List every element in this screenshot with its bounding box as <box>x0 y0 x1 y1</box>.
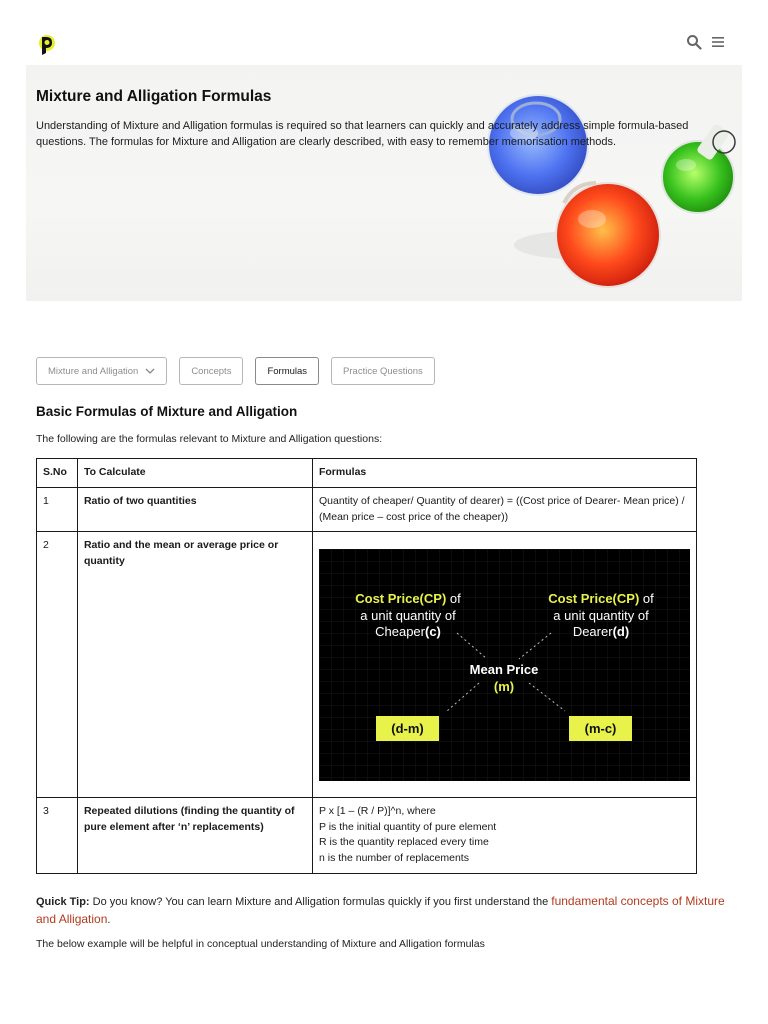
cell-formula: Quantity of cheaper/ Quantity of dearer) = ((Cost price of Dearer- Mean price) / (Mean price – cost price of the cheaper)) <box>312 488 696 532</box>
tip-label: Quick Tip: <box>36 896 90 908</box>
cell-sno: 3 <box>37 798 78 874</box>
header-formulas: Formulas <box>312 459 696 488</box>
svg-text:Dearer(d) <box>573 624 629 639</box>
alligation-diagram <box>319 549 690 781</box>
cell-sno: 2 <box>37 532 78 798</box>
right-line2: a unit quantity of <box>553 608 649 623</box>
p-logo-icon[interactable] <box>36 33 58 57</box>
outro-text: The below example will be helpful in conceptual understanding of Mixture and Alligation formulas <box>36 938 485 950</box>
table-row <box>37 532 697 798</box>
center-line2: (m) <box>493 679 515 694</box>
section-title: Basic Formulas of Mixture and Alligation <box>36 404 298 419</box>
hero-description: Understanding of Mixture and Alligation formulas is required so that learners can quickly and accurately address simple formula-based questions. The formulas for Mixture and Alligation are clearly described, with easy to remember memorisation methods. <box>36 120 689 148</box>
table-header-row <box>37 459 697 488</box>
formula-line: n is the number of replacements <box>318 851 469 864</box>
header-sno: S.No <box>37 459 78 488</box>
left-line3-pre: Cheaper <box>375 624 425 639</box>
formula-line: P is the initial quantity of pure element <box>318 820 497 833</box>
tab-formulas[interactable]: Formulas <box>255 357 319 385</box>
page-title: Mixture and Alligation Formulas <box>36 88 272 105</box>
cell-calc: Ratio and the mean or average price or quantity <box>77 532 312 798</box>
right-of: of <box>639 591 654 606</box>
hamburger-menu-icon[interactable] <box>710 34 726 50</box>
svg-text:Cost Price(CP) of <box>548 591 654 606</box>
tab-concepts[interactable]: Concepts <box>179 357 243 385</box>
table-row <box>37 488 697 532</box>
right-line3-pre: Dearer <box>572 624 613 639</box>
chevron-down-icon <box>145 367 155 375</box>
cell-calc: Repeated dilutions (finding the quantity of pure element after ‘n’ replacements) <box>77 798 312 874</box>
formula-line: P x [1 – (R / P)]^n, where <box>318 805 436 817</box>
table-row <box>37 798 697 874</box>
cell-sno: 1 <box>37 488 78 532</box>
tip-text: Do you know? You can learn Mixture and Alligation formulas quickly if you first understand the <box>89 896 552 908</box>
tab-label: Mixture and Alligation <box>48 365 139 377</box>
left-of: of <box>446 591 461 606</box>
tab-practice-questions[interactable]: Practice Questions <box>331 357 435 385</box>
header-to-calculate: To Calculate <box>77 459 312 488</box>
tip-end: . <box>107 914 111 926</box>
cell-formula-diagram <box>312 532 696 798</box>
cell-formula <box>312 798 696 874</box>
formula-line: R is the quantity replaced every time <box>318 836 489 848</box>
topic-tabs <box>36 357 435 385</box>
right-head: Cost Price(CP) <box>548 591 640 606</box>
left-line2: a unit quantity of <box>360 608 456 623</box>
quick-tip <box>36 893 736 929</box>
svg-text:Cost Price(CP) of <box>355 591 461 606</box>
section-intro: The following are the formulas relevant to Mixture and Alligation questions: <box>36 433 383 445</box>
hero-banner <box>26 65 742 301</box>
left-head: Cost Price(CP) <box>355 591 447 606</box>
right-line3-bold: (d) <box>612 624 630 639</box>
box-right-label: (m-c) <box>584 721 617 736</box>
left-line3-bold: (c) <box>424 624 441 639</box>
box-left-label: (d-m) <box>391 721 424 736</box>
top-bar <box>0 0 768 64</box>
search-icon[interactable] <box>686 34 702 50</box>
fundamental-concepts-link[interactable]: fundamental concepts of Mixture and Alligation <box>36 894 725 926</box>
tab-mixture-dropdown[interactable] <box>36 357 167 385</box>
cell-calc: Ratio of two quantities <box>77 488 312 532</box>
svg-text:Cheaper(c) <box>375 624 441 639</box>
center-line1: Mean Price <box>469 662 539 677</box>
formulas-table <box>36 458 697 874</box>
